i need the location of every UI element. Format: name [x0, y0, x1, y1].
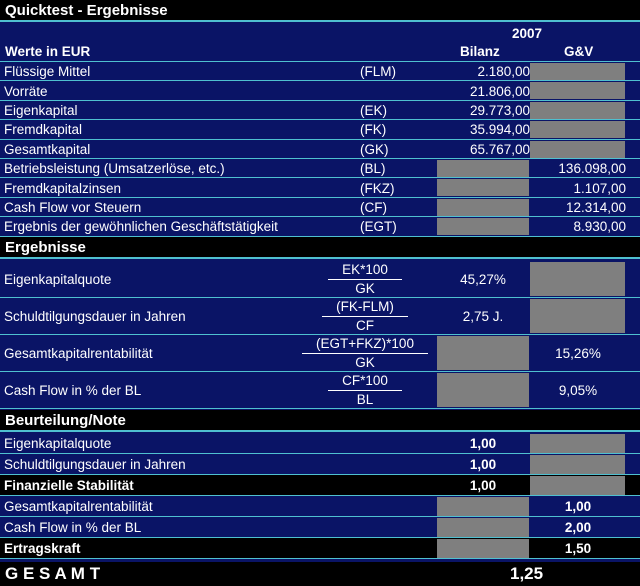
input-row: [0, 81, 640, 100]
input-abbr: (FK): [360, 122, 387, 138]
rating-row: [0, 517, 640, 538]
input-label: Eigenkapital: [4, 102, 78, 118]
input-row: [0, 178, 640, 197]
formula-numerator: (EGT+FKZ)*100: [302, 336, 428, 354]
formula-denominator: BL: [356, 392, 374, 407]
rating-label: Gesamtkapitalrentabilität: [4, 499, 153, 514]
empty-cell: [437, 539, 529, 558]
input-row: [0, 198, 640, 217]
result-row: [0, 261, 640, 298]
results-title-bar: [0, 237, 640, 259]
row-separator: [0, 408, 640, 409]
empty-cell: [437, 218, 529, 235]
input-abbr: (FLM): [360, 64, 396, 80]
input-label: Ergebnis der gewöhnlichen Geschäftstätigkeit: [4, 219, 278, 235]
rating-row: [0, 496, 640, 517]
input-abbr: (BL): [360, 161, 386, 177]
formula-numerator: EK*100: [328, 262, 402, 280]
column-guv: G&V: [564, 43, 594, 59]
empty-cell: [530, 262, 625, 296]
result-formula: [300, 261, 430, 298]
result-row: [0, 298, 640, 335]
empty-cell: [530, 434, 625, 453]
total-row: [0, 562, 640, 586]
rating-row: [0, 538, 640, 559]
formula-numerator: (FK-FLM): [322, 299, 408, 317]
rating-label: Ertragskraft: [4, 541, 81, 556]
input-label: Fremdkapitalzinsen: [4, 180, 122, 196]
guv-value: 8.930,00: [573, 219, 626, 235]
guv-grade: 1,00: [564, 499, 592, 514]
input-label: Betriebsleistung (Umsatzerlöse, etc.): [4, 161, 225, 177]
input-abbr: (EGT): [360, 219, 397, 235]
empty-cell: [530, 141, 625, 158]
input-row: [0, 101, 640, 120]
rating-title-bar: [0, 410, 640, 432]
empty-cell: [437, 160, 529, 177]
empty-cell: [530, 455, 625, 474]
bilanz-value: 29.773,00: [469, 102, 530, 118]
result-row: [0, 372, 640, 409]
result-row: [0, 335, 640, 372]
guv-grade: 2,00: [564, 520, 592, 535]
empty-cell: [530, 476, 625, 495]
result-formula: [300, 372, 430, 409]
rating-row: [0, 433, 640, 454]
result-label: Schuldtilgungsdauer in Jahren: [4, 309, 186, 324]
empty-cell: [530, 102, 625, 119]
input-row: [0, 159, 640, 178]
guv-grade: 1,50: [564, 541, 592, 556]
result-formula: [300, 298, 430, 335]
input-abbr: (FKZ): [360, 180, 395, 196]
year-label: 2007: [512, 25, 543, 41]
result-label: Gesamtkapitalrentabilität: [4, 346, 153, 361]
input-label: Cash Flow vor Steuern: [4, 199, 142, 215]
rating-label: Cash Flow in % der BL: [4, 520, 142, 535]
input-abbr: (GK): [360, 141, 389, 157]
empty-cell: [437, 518, 529, 537]
empty-cell: [530, 299, 625, 333]
formula-numerator: CF*100: [328, 373, 402, 391]
column-bilanz: Bilanz: [460, 43, 500, 59]
empty-cell: [530, 82, 625, 99]
input-row: [0, 140, 640, 159]
empty-cell: [530, 121, 625, 138]
guv-value: 15,26%: [555, 346, 601, 361]
row-separator: [0, 558, 640, 559]
results-title: Ergebnisse: [5, 238, 86, 256]
input-abbr: (CF): [360, 199, 387, 215]
rating-label: Eigenkapitalquote: [4, 436, 112, 451]
units-label: Werte in EUR: [5, 43, 91, 59]
result-label: Cash Flow in % der BL: [4, 383, 142, 398]
input-abbr: (EK): [360, 102, 387, 118]
result-formula: [300, 335, 430, 372]
bilanz-value: 2,75 J.: [462, 309, 504, 324]
guv-value: 9,05%: [558, 383, 598, 398]
bilanz-value: 21.806,00: [469, 83, 530, 99]
empty-cell: [437, 179, 529, 196]
empty-cell: [437, 373, 529, 407]
result-label: Eigenkapitalquote: [4, 272, 112, 287]
rating-label: Schuldtilgungsdauer in Jahren: [4, 457, 186, 472]
bilanz-grade: 1,00: [469, 478, 497, 493]
formula-denominator: GK: [355, 355, 375, 370]
input-row: [0, 120, 640, 139]
input-label: Vorräte: [4, 83, 48, 99]
input-row: [0, 217, 640, 236]
total-label: G E S A M T: [5, 564, 101, 583]
input-label: Fremdkapital: [4, 122, 83, 138]
empty-cell: [437, 497, 529, 516]
title-bar: [0, 0, 640, 22]
page-title: Quicktest - Ergebnisse: [5, 1, 168, 19]
column-header: [0, 22, 640, 62]
input-label: Gesamtkapital: [4, 141, 91, 157]
rating-label: Finanzielle Stabilität: [4, 478, 134, 493]
bilanz-value: 35.994,00: [469, 122, 530, 138]
guv-value: 12.314,00: [565, 199, 626, 215]
guv-value: 136.098,00: [558, 161, 626, 177]
input-label: Flüssige Mittel: [4, 64, 91, 80]
bilanz-value: 65.767,00: [469, 141, 530, 157]
bilanz-grade: 1,00: [469, 457, 497, 472]
rating-row: [0, 475, 640, 496]
empty-cell: [437, 336, 529, 370]
formula-denominator: GK: [355, 281, 375, 296]
input-row: [0, 62, 640, 81]
rating-title: Beurteilung/Note: [5, 411, 126, 429]
bilanz-value: 2.180,00: [477, 64, 530, 80]
empty-cell: [437, 199, 529, 216]
bilanz-grade: 1,00: [469, 436, 497, 451]
total-value: 1,25: [510, 564, 544, 583]
formula-denominator: CF: [356, 318, 374, 333]
empty-cell: [530, 63, 625, 80]
guv-value: 1.107,00: [573, 180, 626, 196]
rating-row: [0, 454, 640, 475]
bilanz-value: 45,27%: [460, 272, 506, 287]
